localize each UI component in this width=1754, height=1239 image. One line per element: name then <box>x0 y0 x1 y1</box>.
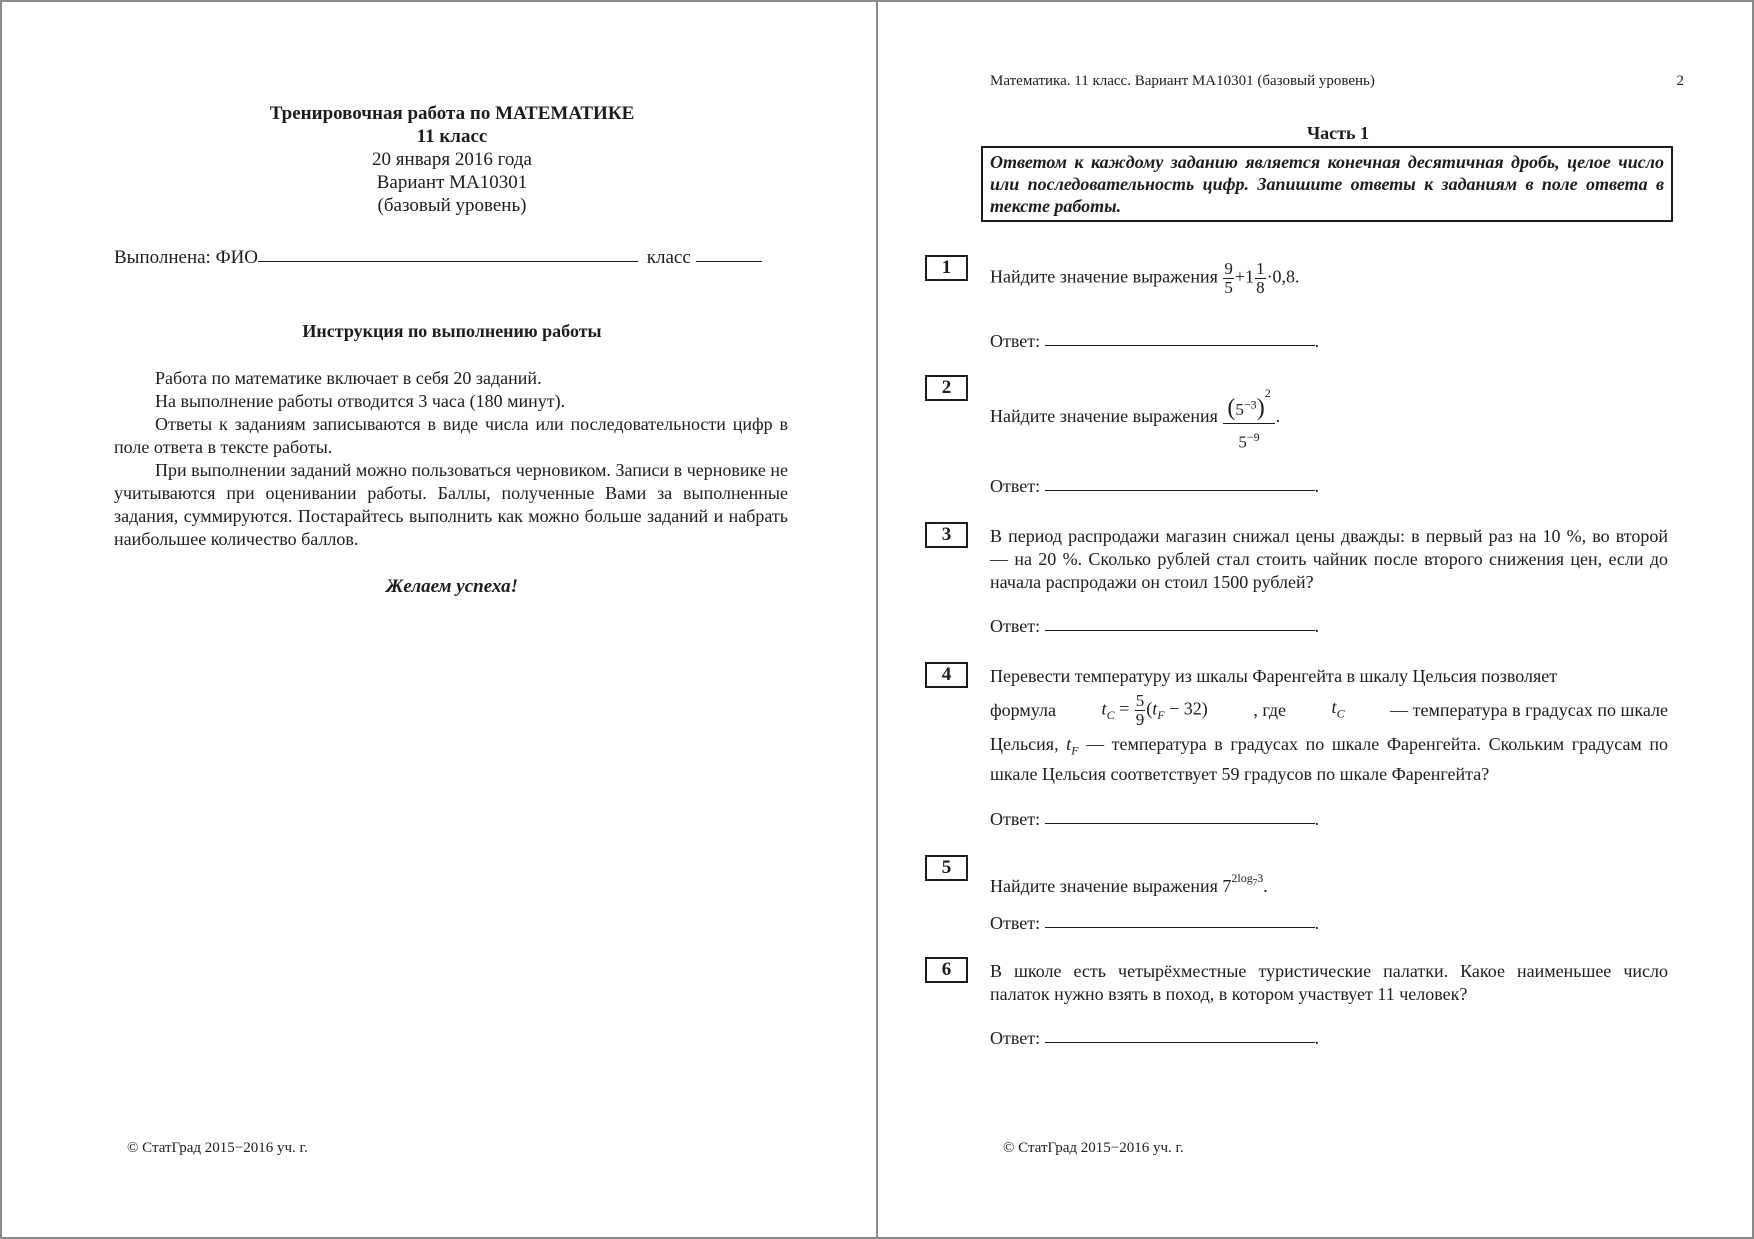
task-5-text <box>990 867 1680 898</box>
instructions-heading: Инструкция по выполнению работы <box>302 321 602 341</box>
math-var: t <box>1101 698 1107 719</box>
class-label: класс <box>646 247 691 268</box>
task-3-text: В период распродажи магазин снижал цены дважды: в первый раз на 10 %, во второй — на 20 %. Сколько рублей стал стоить чайник после второго снижения цен, если до начала распродажи он стоил 1500 рублей? <box>990 526 1668 592</box>
fraction-denominator: 9 <box>1135 710 1145 729</box>
math-base: 7 <box>1222 876 1232 896</box>
answer-line: Ответ: . <box>990 913 1320 933</box>
task-4-comma: , где <box>1253 700 1286 720</box>
header-text: Математика. 11 класс. Вариант МА10301 (базовый уровень) <box>990 73 1375 89</box>
instruction-paragraph: На выполнение работы отводится 3 часа (180 минут). <box>155 391 566 411</box>
task-4-line-f: — температура в градусах по шкале Фаренгейта. Скольким градусам по шкале Цельсия соответствует 59 градусов по шкале Фаренгейта? <box>990 734 1669 784</box>
fraction <box>1135 692 1146 729</box>
task-number: 1 <box>925 255 968 281</box>
task-4-line-a: Перевести температуру из шкалы Фаренгейта в шкалу Цельсия позволяет <box>990 666 1558 686</box>
answer-label: Ответ: <box>990 476 1041 496</box>
math-tail: . <box>1275 405 1281 426</box>
answer-line: Ответ: . <box>990 331 1320 351</box>
page-number: 2 <box>1676 73 1684 89</box>
part-note-text: Ответом к каждому заданию является конечная десятичная дробь, целое число или последовательность цифр. Запишите ответы к заданиям в поле ответа в тексте работы. <box>990 152 1664 216</box>
math-exponent: −9 <box>1246 430 1260 444</box>
answer-label: Ответ: <box>990 913 1041 933</box>
task-number: 2 <box>925 375 968 401</box>
task-4-text <box>990 665 1668 786</box>
task-4-line-d: — температура в градусах по шкале <box>1390 700 1668 720</box>
answer-label: Ответ: <box>990 809 1041 829</box>
task-2-prompt: Найдите значение выражения <box>990 405 1218 426</box>
answer-line: Ответ: . <box>990 616 1320 636</box>
math-var: t <box>1066 734 1072 754</box>
task-number: 3 <box>925 522 968 548</box>
task-number: 5 <box>925 855 968 881</box>
answer-field[interactable] <box>1045 630 1315 631</box>
level-label: (базовый уровень) <box>377 195 527 216</box>
fraction-numerator: 1 <box>1256 259 1265 278</box>
formula <box>1332 696 1345 726</box>
answer-label: Ответ: <box>990 1028 1041 1048</box>
math-sub: C <box>1106 708 1115 723</box>
part-note <box>981 146 1673 222</box>
grade-label: 11 класс <box>416 126 488 147</box>
task-4-line-e <box>990 733 1668 786</box>
name-field[interactable] <box>258 261 638 262</box>
answer-line: Ответ: . <box>990 476 1320 496</box>
answer-field[interactable] <box>1045 823 1315 824</box>
fraction <box>1255 260 1266 297</box>
wish-text: Желаем успеха! <box>385 576 519 597</box>
math-var: t <box>1152 698 1158 719</box>
student-info-line <box>114 246 794 269</box>
answer-label: Ответ: <box>990 616 1041 636</box>
formula <box>1102 692 1208 729</box>
math-var: t <box>1331 696 1337 717</box>
answer-field[interactable] <box>1045 927 1315 928</box>
answer-field[interactable] <box>1045 345 1315 346</box>
left-footer: © СтатГрад 2015−2016 уч. г. <box>127 1140 308 1156</box>
math-paren: ( <box>1146 698 1153 719</box>
answer-field[interactable] <box>1045 490 1315 491</box>
fraction-denominator: 5 <box>1224 278 1233 297</box>
fraction <box>1223 260 1234 297</box>
math-exponent: −3 <box>1243 397 1257 412</box>
title-block <box>102 102 802 217</box>
task-4-celsius: Цельсия, <box>990 734 1059 754</box>
answer-field[interactable] <box>1045 1042 1315 1043</box>
fraction <box>1223 380 1274 456</box>
instruction-paragraph: При выполнении заданий можно пользоваться черновиком. Записи в черновике не учитываются при оценивании работы. Баллы, полученные Вами за выполненные задания, суммируются. Постарайтесь выполнить как можно больше заданий и набрать наибольшее количество баллов. <box>114 460 788 549</box>
task-number: 6 <box>925 957 968 983</box>
math-eq: = <box>1114 698 1134 719</box>
fraction-numerator: 9 <box>1224 259 1233 278</box>
class-field[interactable] <box>696 261 762 262</box>
task-number: 4 <box>925 662 968 688</box>
math-exp-log: 2log <box>1231 871 1253 885</box>
fraction-numerator: 5 <box>1135 691 1145 710</box>
variant-label: Вариант МА10301 <box>376 172 528 193</box>
answer-label: Ответ: <box>990 331 1041 351</box>
right-page <box>877 0 1754 1239</box>
math-exp-tail: 3 <box>1257 871 1264 885</box>
math-exponent: 2 <box>1264 386 1271 400</box>
task-1-prompt: Найдите значение выражения <box>990 266 1218 287</box>
task-1-text <box>990 260 1680 297</box>
part-title: Часть 1 <box>1306 123 1370 143</box>
task-4-formula-label: формула <box>990 700 1056 720</box>
instructions-body <box>114 367 788 551</box>
performed-label: Выполнена: ФИО <box>114 247 259 268</box>
answer-line: Ответ: . <box>990 1028 1320 1048</box>
math-tail: ·0,8. <box>1266 266 1300 287</box>
math-exponent <box>1231 871 1264 888</box>
math-exp-sub: 7 <box>1252 877 1258 888</box>
running-header <box>990 72 1684 90</box>
fraction-denominator: 8 <box>1256 278 1265 297</box>
document-title: Тренировочная работа по МАТЕМАТИКЕ <box>269 103 635 124</box>
math-minus: − 32) <box>1164 698 1208 719</box>
math-sub: F <box>1157 708 1165 723</box>
math-base: 5 <box>1235 400 1244 419</box>
instruction-paragraph: Работа по математике включает в себя 20 заданий. <box>155 368 542 388</box>
task-5-prompt: Найдите значение выражения <box>990 876 1218 896</box>
right-footer: © СтатГрад 2015−2016 уч. г. <box>1003 1140 1184 1156</box>
math-tail: . <box>1263 876 1268 896</box>
math-base: 5 <box>1238 432 1247 452</box>
fraction-numerator: $(5^{-3})^2$ <box>1223 380 1274 424</box>
task-4-formula-line <box>990 692 1668 729</box>
instruction-paragraph: Ответы к заданиям записываются в виде числа или последовательности цифр в поле ответа в тексте работы. <box>114 414 788 457</box>
date-label: 20 января 2016 года <box>372 149 532 170</box>
task-2-text <box>990 380 1680 456</box>
math-sub: F <box>1071 743 1079 758</box>
fraction-denominator <box>1223 424 1274 456</box>
math-sub: C <box>1336 706 1345 721</box>
answer-line: Ответ: . <box>990 809 1320 829</box>
task-6-text: В школе есть четырёхместные туристические палатки. Какое наименьшее число палаток нужно взять в поход, в котором участвует 11 человек? <box>990 961 1668 1004</box>
math-plus: +1 <box>1234 266 1255 287</box>
